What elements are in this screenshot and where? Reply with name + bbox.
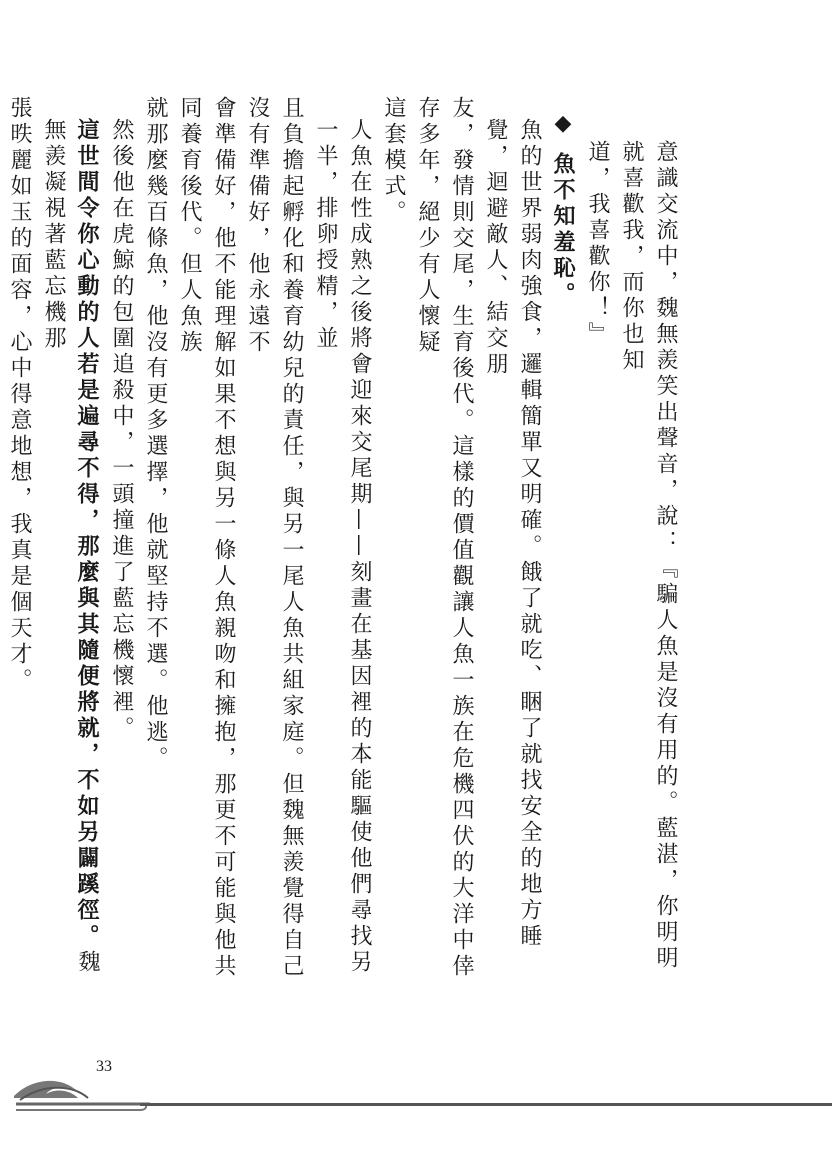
section-heading [546,96,580,996]
diamond-bullet-icon: ◆ [550,110,576,140]
footer-rule [140,1103,832,1106]
page-number: 33 [96,1058,112,1075]
text-column: 且負擔起孵化和養育幼兒的責任，與另一尾人魚共組家庭。但魏無羨覺得自己沒有準備好，他永遠不 [245,96,304,980]
text-column: 人魚在性成熟之後將會迎來交尾期——刻畫在基因裡的本能驅使他們尋找另一半，排卵授精，並 [313,118,372,976]
publisher-wave-logo-icon [12,1070,152,1120]
text-column: 友，發情則交尾，生育後代。這樣的價值觀讓人魚一族在危機四伏的大洋中倖存多年，絕少有人懷疑 [415,96,474,980]
text-column: 然後他在虎鯨的包圍追殺中，一頭撞進了藍忘機懷裡。 [109,118,134,742]
text-column [0,96,2,996]
text-column: 意識交流中，魏無羨笑出聲音，說：『騙人魚是沒有用的。藍湛，你明明就喜歡我，而你也知 [619,140,678,972]
text-column: 這套模式。 [381,96,406,226]
vertical-text-body [0,96,682,996]
bold-quote: 這世間令你心動的人若是遍尋不得，那麼與其隨便將就，不如另闢蹊徑。 [74,118,100,950]
text-column: 道，我喜歡你！』 [585,140,610,348]
text-column: 就那麼幾百條魚，他沒有更多選擇，他就堅持不選。他逃。 [143,96,168,772]
text-continuation: 魏無羨凝視著藍忘機那 [41,118,100,976]
text-column-emphasis [36,96,104,996]
text-column: 魚的世界弱肉強食，邏輯簡單又明確。餓了就吃、睏了就找安全的地方睡覺，迴避敵人、結交朋 [483,118,542,950]
text-column: 張昳麗如玉的面容，心中得意地想，我真是個天才。 [7,96,32,694]
section-heading-text: 魚不知羞恥。 [550,152,576,308]
text-column: 會準備好，他不能理解如果不想與另一條人魚親吻和擁抱，那更不可能與他共同養育後代。但人魚族 [177,96,236,980]
